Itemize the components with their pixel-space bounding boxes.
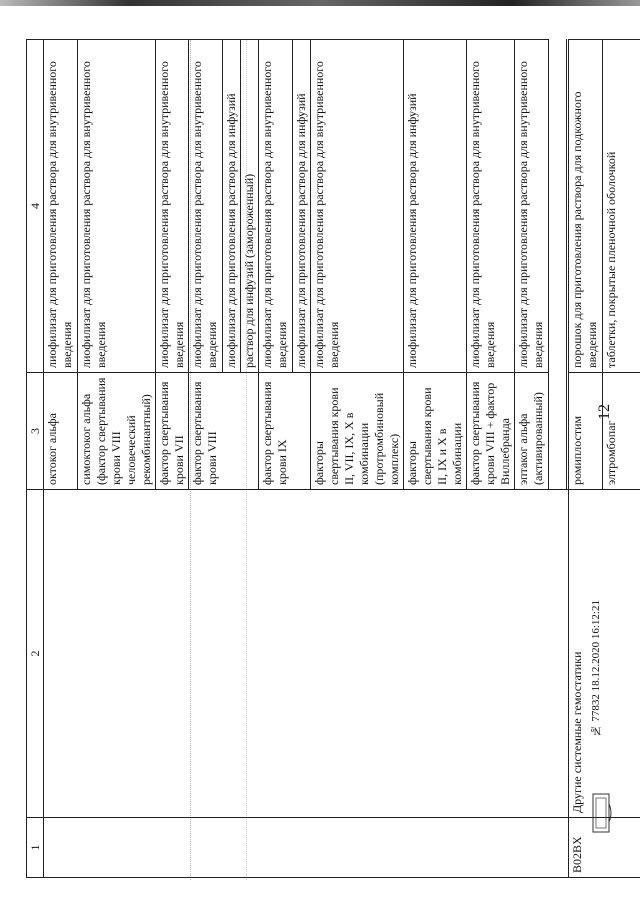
form-cell: раствор для инфузий (замороженный) — [241, 40, 259, 373]
form-cell: лиофилизат для приготовления раствора для инфузий — [223, 40, 241, 373]
form-cell: таблетки, покрытые пленочной оболочкой — [603, 40, 640, 373]
drug-cell: факторы свертывания крови II, VII, IX, X в комбинации (протромбиновый комплекс) — [311, 373, 404, 490]
form-cell: лиофилизат для приготовления раствора для внутривенного введения — [44, 40, 78, 373]
drug-cell: фактор свертывания крови VII — [156, 373, 189, 490]
drug-cell: факторы свертывания крови II, IX и X в комбинации — [404, 373, 467, 490]
header-cell: 3 — [27, 373, 44, 490]
atc-code-cell: B02BX — [569, 818, 640, 878]
drug-cell: фактор свертывания крови VIII — [189, 373, 259, 490]
form-cell: лиофилизат для приготовления раствора для инфузий — [293, 40, 311, 373]
drug-cell: симоктоког альфа (фактор свертывания крови VIII человеческий рекомбинантный) — [78, 373, 156, 490]
table-row — [569, 40, 603, 878]
drug-cell: фактор свертывания крови IX — [259, 373, 311, 490]
group-name-cell — [44, 490, 569, 818]
form-cell: лиофилизат для приготовления раствора для внутривенного введения — [78, 40, 156, 373]
drug-cell: эптаког альфа (активированный) — [515, 373, 549, 490]
rotated-page — [26, 40, 618, 878]
medication-table — [26, 39, 640, 878]
atc-code-cell — [44, 818, 569, 878]
drug-cell: элтромбопаг — [603, 373, 640, 490]
table-spacer — [549, 40, 567, 490]
page-number: 12 — [596, 404, 613, 420]
scan-edge — [0, 0, 640, 6]
header-cell: 4 — [27, 40, 44, 373]
form-cell: лиофилизат для приготовления раствора для внутривенного введения — [467, 40, 515, 373]
table-row — [44, 40, 78, 878]
form-cell: порошок для приготовления раствора для подкожного введения — [569, 40, 603, 373]
drug-cell: фактор свертывания крови VIII + фактор Виллебранда — [467, 373, 515, 490]
group-name-cell: Другие системные гемостатики — [569, 490, 640, 818]
form-cell: лиофилизат для приготовления раствора для внутривенного введения — [259, 40, 293, 373]
document-stamp-text: № 77832 18.12.2020 16:12:21 — [590, 600, 602, 737]
form-cell: лиофилизат для приготовления раствора для инфузий — [404, 40, 467, 373]
form-cell: лиофилизат для приготовления раствора для внутривенного введения — [515, 40, 549, 373]
form-cell: лиофилизат для приготовления раствора для внутривенного введения — [311, 40, 404, 373]
header-cell: 2 — [27, 490, 44, 818]
form-cell: лиофилизат для приготовления раствора для внутривенного введения — [189, 40, 223, 373]
header-cell: 1 — [27, 818, 44, 878]
form-cell: лиофилизат для приготовления раствора для внутривенного введения — [156, 40, 189, 373]
drug-cell: ромиплостим — [569, 373, 603, 490]
table-header-row — [27, 40, 44, 878]
drug-cell: октоког альфа — [44, 373, 78, 490]
